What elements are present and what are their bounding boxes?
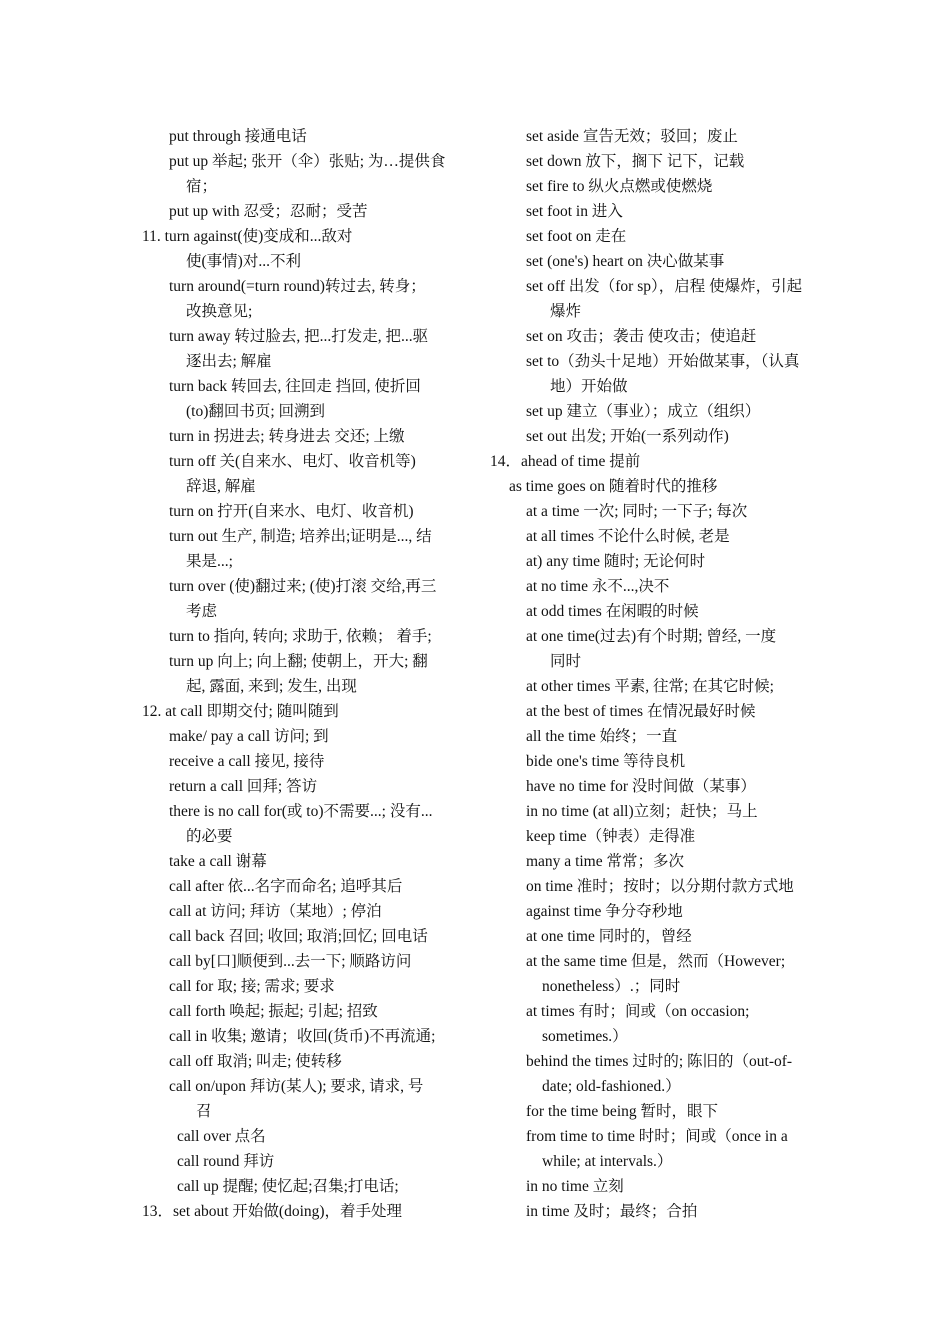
text-line: call by[口]顺便到...去一下; 顺路访问 [169, 953, 412, 970]
text-line: at the best of times 在情况最好时候 [526, 703, 756, 720]
text-line: keep time（钟表）走得准 [526, 828, 696, 845]
text-line: call after 依...名字而命名; 追呼其后 [169, 878, 403, 895]
text-line: 地）开始做 [550, 378, 628, 395]
text-line: turn back 转回去, 往回走 挡回, 使折回 [169, 378, 421, 395]
text-line: set down 放下，搁下 记下，记载 [526, 153, 745, 170]
text-line: behind the times 过时的; 陈旧的（out-of- [526, 1053, 793, 1070]
text-line: date; old-fashioned.） [542, 1078, 681, 1095]
text-line: all the time 始终；一直 [526, 728, 678, 745]
text-line: 的必要 [186, 828, 233, 845]
text-line: in no time (at all)立刻；赶快；马上 [526, 803, 758, 820]
text-line: 逐出去; 解雇 [186, 353, 272, 370]
text-line: set to（劲头十足地）开始做某事，（认真 [526, 353, 800, 370]
text-line: call round 拜访 [177, 1153, 275, 1170]
text-line: set up 建立（事业）；成立（组织） [526, 403, 761, 420]
text-line: as time goes on 随着时代的推移 [509, 478, 718, 495]
text-line: 11. turn against(使)变成和...敌对 [142, 228, 353, 245]
text-line: 改换意见; [186, 303, 253, 320]
text-line: against time 争分夺秒地 [526, 903, 683, 920]
text-line: call forth 唤起; 振起; 引起; 招致 [169, 1003, 378, 1020]
text-line: set foot in 进入 [526, 203, 623, 220]
text-line: call over 点名 [177, 1128, 266, 1145]
text-line: at) any time 随时; 无论何时 [526, 553, 706, 570]
text-line: at times 有时；间或（on occasion; [526, 1003, 750, 1020]
text-line: 考虑 [186, 603, 218, 620]
text-line: at a time 一次; 同时; 一下子; 每次 [526, 503, 748, 520]
text-line: 召 [196, 1103, 212, 1120]
text-line: on time 准时；按时；以分期付款方式地 [526, 878, 794, 895]
text-line: call in 收集; 邀请；收回(货币)不再流通; [169, 1028, 436, 1045]
text-line: at odd times 在闲暇的时候 [526, 603, 699, 620]
text-line: in time 及时；最终；合拍 [526, 1203, 698, 1220]
text-line: take a call 谢幕 [169, 853, 267, 870]
text-line: at one time 同时的，曾经 [526, 928, 692, 945]
text-line: call at 访问; 拜访（某地）; 停泊 [169, 903, 382, 920]
text-line: turn on 拧开(自来水、电灯、收音机) [169, 503, 414, 520]
text-line: there is no call for(或 to)不需要...; 没有... [169, 803, 433, 820]
text-line: make/ pay a call 访问; 到 [169, 728, 329, 745]
text-line: 使(事情)对...不利 [186, 253, 301, 270]
text-line: call up 提醒; 使忆起;召集;打电话; [177, 1178, 399, 1195]
text-line: turn in 拐进去; 转身进去 交还; 上缴 [169, 428, 405, 445]
text-line: return a call 回拜; 答访 [169, 778, 318, 795]
text-line: 起, 露面, 来到; 发生, 出现 [186, 678, 357, 695]
text-line: set foot on 走在 [526, 228, 627, 245]
text-line: many a time 常常；多次 [526, 853, 684, 870]
text-line: set out 出发; 开始(一系列动作) [526, 428, 729, 445]
text-line: at the same time 但是，然而（However; [526, 953, 786, 970]
text-line: set (one's) heart on 决心做某事 [526, 253, 725, 270]
text-line: turn around(=turn round)转过去, 转身； [169, 278, 426, 295]
text-line: turn off 关(自来水、电灯、收音机等) [169, 453, 416, 470]
text-line: bide one's time 等待良机 [526, 753, 686, 770]
text-line: set on 攻击；袭击 使攻击；使追赶 [526, 328, 757, 345]
text-line: 同时 [550, 653, 582, 670]
text-line: turn to 指向, 转向; 求助于, 依赖； 着手; [169, 628, 432, 645]
text-line: set fire to 纵火点燃或使燃烧 [526, 178, 713, 195]
text-line: put up 举起; 张开（伞）张贴; 为…提供食 [169, 153, 446, 170]
right-column [490, 124, 820, 1224]
text-line: sometimes.） [542, 1028, 628, 1045]
text-line: 辞退, 解雇 [186, 478, 256, 495]
text-line: at other times 平素, 往常; 在其它时候; [526, 678, 774, 695]
text-line: have no time for 没时间做（某事） [526, 778, 756, 795]
text-line: 宿； [186, 178, 218, 195]
left-column [142, 124, 467, 1224]
text-line: at one time(过去)有个时期; 曾经, 一度 [526, 628, 777, 645]
text-line: put through 接通电话 [169, 128, 307, 145]
text-line: nonetheless）.；同时 [542, 978, 681, 995]
text-line: 14．ahead of time 提前 [490, 453, 641, 470]
text-line: call back 召回; 收回; 取消;回忆; 回电话 [169, 928, 428, 945]
text-line: turn over (使)翻过来; (使)打滚 交给,再三 [169, 578, 437, 595]
text-line: put up with 忍受；忍耐；受苦 [169, 203, 368, 220]
text-line: set off 出发（for sp），启程 使爆炸，引起 [526, 278, 803, 295]
text-line: turn up 向上; 向上翻; 使朝上，开大; 翻 [169, 653, 428, 670]
text-line: for the time being 暂时，眼下 [526, 1103, 718, 1120]
text-line: at no time 永不...,决不 [526, 578, 670, 595]
text-line: 果是...; [186, 553, 233, 570]
text-line: 13．set about 开始做(doing)，着手处理 [142, 1203, 403, 1220]
text-line: call off 取消; 叫走; 使转移 [169, 1053, 342, 1070]
text-line: at all times 不论什么时候, 老是 [526, 528, 730, 545]
text-line: turn away 转过脸去, 把...打发走, 把...驱 [169, 328, 429, 345]
text-line: while; at intervals.） [542, 1153, 673, 1170]
text-line: in no time 立刻 [526, 1178, 624, 1195]
text-line: turn out 生产, 制造; 培养出;证明是..., 结 [169, 528, 432, 545]
text-line: (to)翻回书页; 回溯到 [186, 403, 326, 420]
text-line: set aside 宣告无效；驳回；废止 [526, 128, 738, 145]
text-line: call on/upon 拜访(某人); 要求, 请求, 号 [169, 1078, 424, 1095]
text-line: 12. at call 即期交付; 随叫随到 [142, 703, 339, 720]
text-line: receive a call 接见, 接待 [169, 753, 325, 770]
text-line: 爆炸 [550, 303, 582, 320]
text-line: call for 取; 接; 需求; 要求 [169, 978, 335, 995]
text-line: from time to time 时时；间或（once in a [526, 1128, 788, 1145]
